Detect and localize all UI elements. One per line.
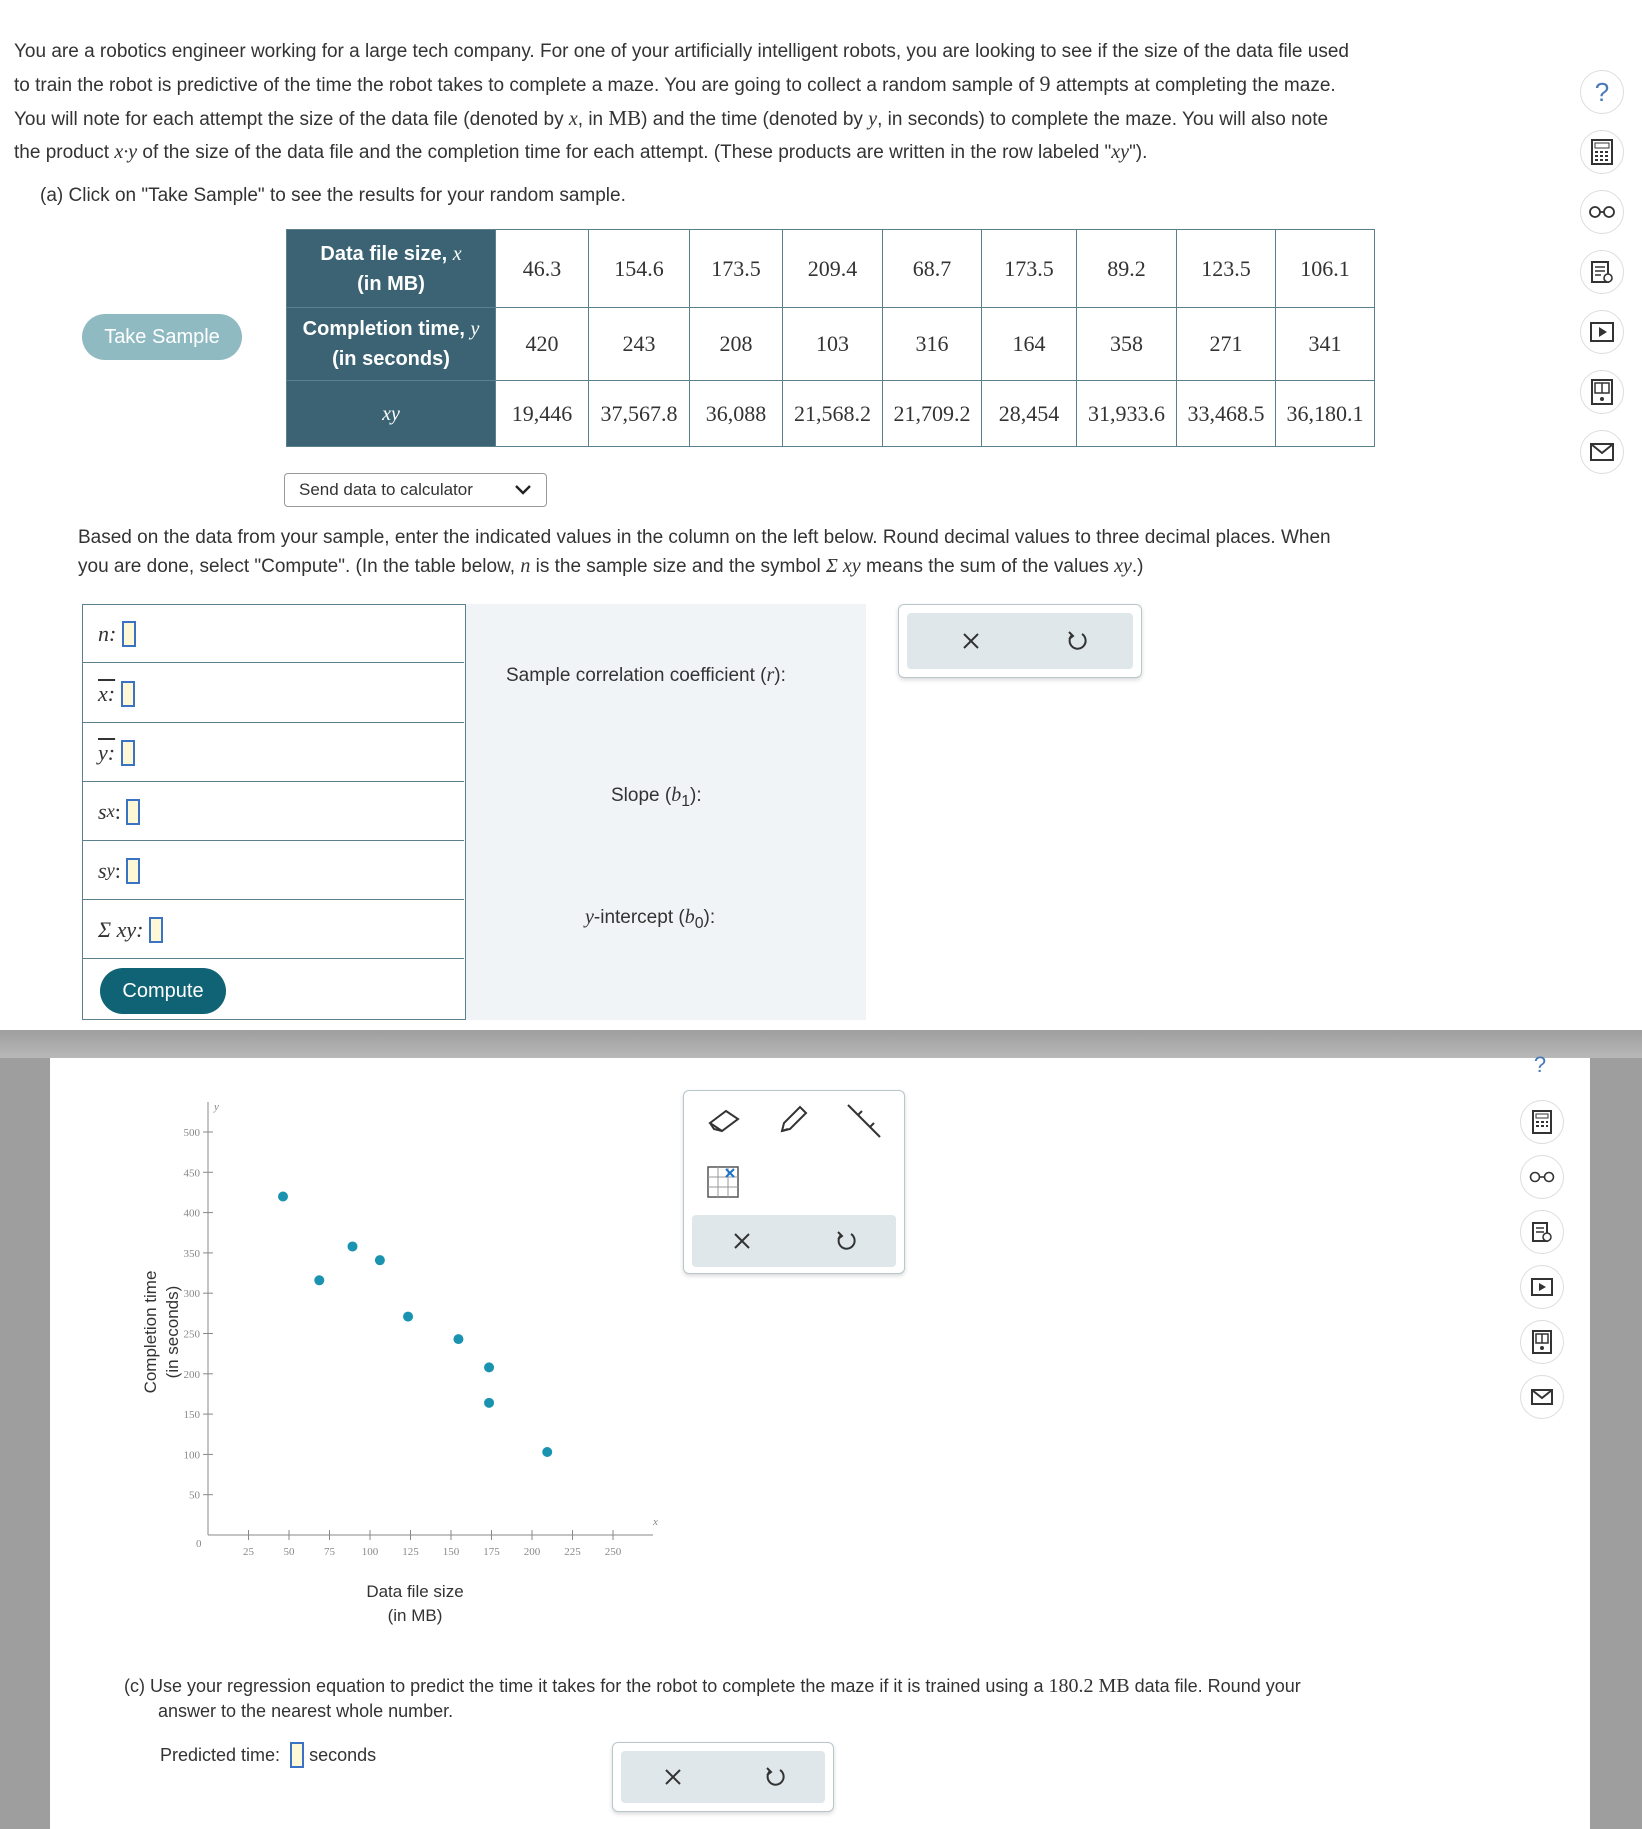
- x-cell: 68.7: [883, 230, 982, 308]
- clear-x-icon[interactable]: [732, 1231, 752, 1251]
- ybar-label: y:: [98, 739, 116, 765]
- undo-icon[interactable]: [763, 1765, 787, 1789]
- x-tick-label: 150: [442, 1546, 460, 1558]
- glasses-icon[interactable]: [1520, 1155, 1564, 1199]
- y-cell: 271: [1177, 308, 1276, 381]
- data-point: [484, 1398, 494, 1408]
- send-data-dropdown[interactable]: [284, 473, 547, 507]
- x-tick-label: 25: [243, 1546, 254, 1558]
- data-point: [542, 1447, 552, 1457]
- sx-input[interactable]: [126, 799, 140, 825]
- sy-row: s y :: [82, 842, 464, 900]
- video-icon[interactable]: [1520, 1265, 1564, 1309]
- xbar-input[interactable]: [121, 681, 135, 707]
- x-tick-label: 50: [283, 1546, 295, 1558]
- undo-icon[interactable]: [834, 1229, 858, 1253]
- textbook-icon[interactable]: [1520, 1320, 1564, 1364]
- part-c-text: (c) Use your regression equation to predict the time it takes for the robot to complete the maze if it is trained using a 180.2 MB data file. Round your answer to the nearest whole number.: [124, 1675, 1301, 1721]
- row-header-xy: xy: [287, 381, 496, 447]
- y-cell: 341: [1276, 308, 1375, 381]
- clear-x-icon[interactable]: [961, 631, 981, 651]
- calculator-icon[interactable]: [1580, 130, 1624, 174]
- row-header-x: Data file size, x (in MB): [287, 230, 496, 308]
- y-tick-label: 300: [183, 1288, 200, 1301]
- y-tick-label: 250: [183, 1328, 200, 1341]
- xy-cell: 33,468.5: [1177, 381, 1276, 447]
- textbook-icon[interactable]: [1580, 370, 1624, 414]
- predict-toolbar: [621, 1751, 825, 1803]
- y-tick-label: 350: [183, 1247, 200, 1260]
- predicted-time-label: Predicted time:: [160, 1744, 281, 1765]
- xy-cell: 37,567.8: [589, 381, 690, 447]
- x-tick-label: 225: [564, 1546, 581, 1558]
- video-icon[interactable]: [1580, 310, 1624, 354]
- graph-grid-icon[interactable]: [706, 1165, 740, 1199]
- x-cell: 123.5: [1177, 230, 1276, 308]
- n-label: n:: [98, 620, 117, 646]
- x-axis-label: Data file size (in MB): [366, 1582, 464, 1625]
- lower-top-band: [0, 1030, 1642, 1058]
- correlation-label: Sample correlation coefficient (r):: [506, 664, 786, 686]
- pencil-icon[interactable]: [776, 1103, 810, 1137]
- x-cell: 173.5: [690, 230, 783, 308]
- y-tick-label: 50: [189, 1489, 200, 1502]
- xy-cell: 19,446: [496, 381, 589, 447]
- xy-cell: 36,180.1: [1276, 381, 1375, 447]
- glasses-icon[interactable]: [1580, 190, 1624, 234]
- x-cell: 106.1: [1276, 230, 1375, 308]
- n-input[interactable]: [122, 621, 136, 647]
- compute-button[interactable]: Compute: [100, 968, 226, 1014]
- data-point: [278, 1191, 288, 1201]
- mail-icon[interactable]: [1580, 430, 1624, 474]
- y-cell: 103: [783, 308, 883, 381]
- data-point: [348, 1241, 358, 1251]
- x-tick-label: 75: [324, 1546, 335, 1558]
- x-cell: 46.3: [496, 230, 589, 308]
- seconds-label: seconds: [309, 1744, 377, 1765]
- y-cell: 358: [1077, 308, 1177, 381]
- xbar-label: x:: [98, 680, 116, 706]
- intro-paragraph: You are a robotics engineer working for a large tech company. For one of your artificially intelligent robots, you are looking to see if the size of the data file used to train the robot is predictive of the time the robot takes to complete a maze. You are going to collect a random sample of 9 attempts at completing the maze. You will note for each attempt the size of the data file (denoted by x, in MB) and the time (denoted by y, in seconds) to complete the maze. You will also note the product x·y of the size of the data file and the completion time for each attempt. (These products are written in the row labeled "xy").: [14, 41, 1349, 163]
- y-cell: 316: [883, 308, 982, 381]
- x-cell: 209.4: [783, 230, 883, 308]
- data-point: [484, 1362, 494, 1372]
- y-axis-var: y: [214, 1101, 219, 1113]
- x-tick-label: 250: [604, 1546, 622, 1558]
- predict-toolbar-panel: [612, 1742, 834, 1812]
- take-sample-button[interactable]: Take Sample: [82, 314, 242, 360]
- sumxy-label: Σ xy:: [98, 916, 144, 942]
- xy-cell: 28,454: [982, 381, 1077, 447]
- part-a-label: (a) Click on "Take Sample" to see the results for your random sample.: [40, 185, 626, 206]
- mail-icon[interactable]: [1520, 1375, 1564, 1419]
- xy-cell: 21,709.2: [883, 381, 982, 447]
- y-tick-label: 100: [183, 1449, 200, 1462]
- y-cell: 164: [982, 308, 1077, 381]
- clear-x-icon[interactable]: [663, 1767, 683, 1787]
- predicted-time-row: [160, 1742, 376, 1768]
- n-row: [82, 605, 464, 663]
- calculator-icon[interactable]: [1520, 1100, 1564, 1144]
- send-data-label: Send data to calculator: [299, 480, 473, 499]
- line-tool-icon[interactable]: [844, 1101, 884, 1141]
- intercept-label: y-intercept $(b_0)$:: [585, 906, 716, 932]
- data-point: [453, 1334, 463, 1344]
- y-cell: 208: [690, 308, 783, 381]
- sample-data-table: [286, 229, 1375, 447]
- ybar-input[interactable]: [121, 740, 135, 766]
- data-point: [314, 1275, 324, 1285]
- x-cell: 173.5: [982, 230, 1077, 308]
- x-tick-label: 100: [361, 1546, 379, 1558]
- sy-input[interactable]: [126, 858, 140, 884]
- y-axis-label: Completion time (in seconds): [141, 1270, 182, 1394]
- y-tick-label: 500: [183, 1127, 200, 1139]
- chart-axes: [208, 1101, 658, 1535]
- x-axis-var: x: [653, 1516, 658, 1528]
- predicted-time-input[interactable]: [290, 1742, 304, 1768]
- x-tick-label: 175: [483, 1546, 500, 1558]
- ybar-row: [82, 724, 464, 782]
- slope-label: Slope $(b_1)$:: [611, 784, 702, 810]
- help-icon[interactable]: ?: [1533, 1052, 1547, 1077]
- x-cell: 89.2: [1077, 230, 1177, 308]
- notes-icon[interactable]: [1520, 1210, 1564, 1254]
- answer-toolbar: [907, 613, 1133, 669]
- xy-cell: 36,088: [690, 381, 783, 447]
- sx-row: s x :: [82, 783, 464, 841]
- graph-tools-panel: [683, 1090, 905, 1274]
- y-tick-label: 200: [183, 1368, 200, 1381]
- chart-points: [278, 1191, 552, 1457]
- scatter-plot: [100, 1080, 700, 1640]
- eraser-icon[interactable]: [706, 1105, 742, 1135]
- y-tick-label: 450: [183, 1167, 200, 1180]
- y-tick-label: 150: [183, 1409, 200, 1422]
- data-point: [403, 1312, 413, 1322]
- row-header-y: Completion time, y (in seconds): [287, 308, 496, 381]
- graph-toolbar: [692, 1215, 896, 1267]
- notes-icon[interactable]: [1580, 250, 1624, 294]
- data-point: [375, 1255, 385, 1265]
- help-icon[interactable]: ?: [1580, 70, 1624, 114]
- x-tick-label: 200: [523, 1546, 541, 1558]
- y-tick-label: 400: [183, 1207, 200, 1220]
- x-tick-label: 125: [402, 1546, 419, 1558]
- xbar-row: [82, 665, 464, 723]
- sumxy-row: [82, 901, 464, 959]
- undo-icon[interactable]: [1065, 629, 1089, 653]
- chart-ticks: [184, 1127, 622, 1558]
- xy-cell: 31,933.6: [1077, 381, 1177, 447]
- y-cell: 420: [496, 308, 589, 381]
- x-cell: 154.6: [589, 230, 690, 308]
- y-cell: 243: [589, 308, 690, 381]
- xy-cell: 21,568.2: [783, 381, 883, 447]
- sumxy-input[interactable]: [149, 917, 163, 943]
- answer-toolbar-panel: [898, 604, 1142, 678]
- chevron-down-icon: [514, 484, 532, 496]
- origin-label: 0: [196, 1538, 202, 1550]
- instructions: Based on the data from your sample, enter the indicated values in the column on the left below. Round decimal values to three decimal places. When you are done, select "Compute". (In the table below, n is the sample size and the symbol Σ xy means the sum of the values xy.): [78, 527, 1331, 577]
